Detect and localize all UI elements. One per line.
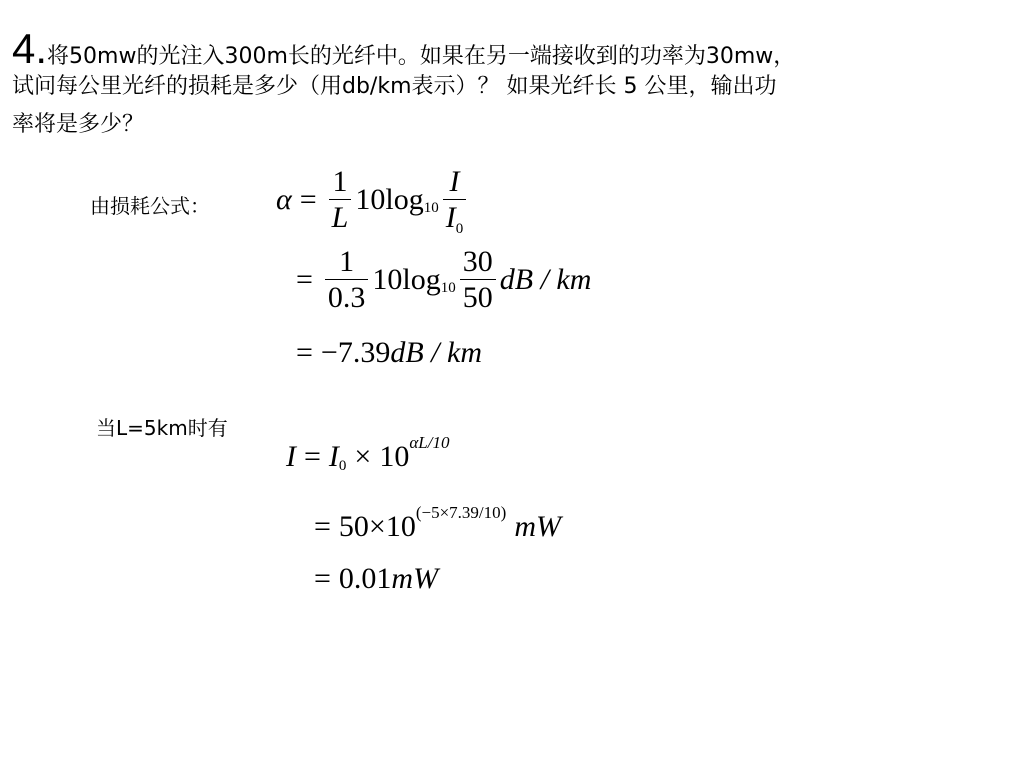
equals-sign: = [296,262,313,296]
equals-sign: = [299,182,317,216]
ten-log: 10log [355,182,424,216]
problem-line-2: 试问每公里光纤的损耗是多少（用db/km表示）？ 如果光纤长 5 公里，输出功 [12,74,777,99]
numerator: I [449,165,460,198]
I0-symbol: I [445,200,456,234]
problem-line-3: 率将是多少？ [12,112,145,137]
loss-formula-label: 由损耗公式： [90,194,210,218]
denominator [443,199,467,237]
exponent: (−5×7.39/10) [415,503,507,522]
problem-text-1: 将50mw的光注入300m长的光纤中。如果在另一端接收到的功率为30mw， [47,44,796,69]
unit-mw: mW [391,562,439,595]
denominator: 0.3 [325,279,369,314]
input-power: 50 [338,510,369,543]
numerator: 1 [339,245,355,278]
fraction-1-over-0.3 [325,246,369,313]
log-base: 10 [440,280,456,296]
denominator: L [329,199,352,234]
unit-db-per-km: dB / km [390,336,482,369]
loss-value: −7.39 [320,336,391,369]
ten-log: 10log [372,262,441,296]
log-base: 10 [423,200,439,216]
ten: 10 [379,440,410,473]
fraction-30-over-50 [460,246,496,313]
denominator: 50 [460,279,496,314]
numerator: 30 [462,245,493,278]
equals-sign: = [304,440,321,473]
unit-mw: mW [514,510,561,543]
equation-output-result [306,562,438,596]
I0-subscript: 0 [338,457,347,474]
numerator: 1 [332,165,348,198]
problem-statement [12,25,1002,144]
when-L-label: 当L=5km时有 [96,416,228,440]
equation-alpha-definition [276,165,470,237]
I0-subscript: 0 [455,220,464,237]
exponent: αL/10 [409,433,450,452]
equation-substitution [288,246,591,313]
output-value: 0.01 [338,562,392,595]
I-symbol: I [286,440,296,473]
fraction-I-over-I0 [443,165,467,237]
equation-output-power [286,433,450,474]
problem-number: 4. [12,25,48,72]
times-sign: × [354,440,372,473]
equals-sign: = [314,562,331,595]
ten: 10 [385,510,416,543]
alpha-symbol: α [276,182,292,216]
problem-line-1 [12,25,1002,72]
I0-symbol: I [328,440,339,473]
equals-sign: = [314,510,331,543]
unit-db-per-km: dB / km [499,262,592,296]
equation-output-substitution [306,503,561,544]
times-sign: × [368,510,386,543]
equals-sign: = [296,336,313,369]
equation-result-loss [288,336,482,370]
fraction-1-over-L [329,166,352,233]
